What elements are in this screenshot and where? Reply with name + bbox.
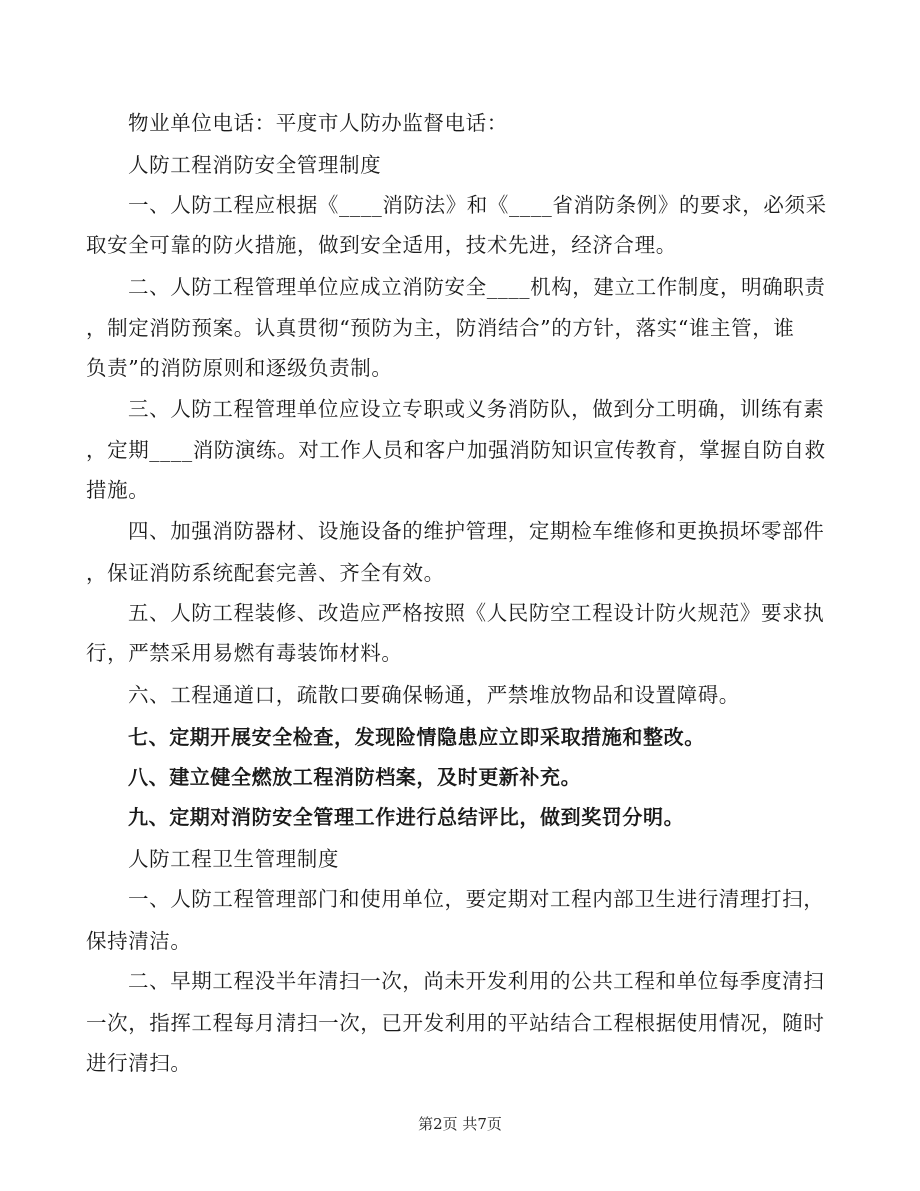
text-line: ，保证消防系统配套完善、齐全有效。 [86, 561, 445, 585]
text-line: 三、人防工程管理单位应设立专职或义务消防队，做到分工明确，训练有素 [128, 397, 825, 421]
text-line: 五、人防工程装修、改造应严格按照《人民防空工程设计防火规范》要求执 [128, 601, 825, 625]
page-number: 第2页 共7页 [418, 1115, 502, 1133]
text-line: ，定期____消防演练。对工作人员和客户加强消防知识宣传教育，掌握自防自救 [86, 438, 826, 462]
text-line: 二、人防工程管理单位应成立消防安全____机构，建立工作制度，明确职责 [128, 275, 826, 299]
text-line: 一、人防工程管理部门和使用单位，要定期对工程内部卫生进行清理打扫， [128, 887, 825, 911]
text-line: 物业单位电话：平度市人防办监督电话： [128, 111, 508, 135]
text-line-bold: 八、建立健全燃放工程消防档案，及时更新补充。 [128, 765, 582, 789]
text-line: 保持清洁。 [86, 929, 192, 953]
text-line: 负责”的消防原则和逐级负责制。 [86, 356, 393, 380]
text-line: 取安全可靠的防火措施，做到安全适用，技术先进，经济合理。 [86, 233, 677, 257]
text-line: 二、早期工程没半年清扫一次，尚未开发利用的公共工程和单位每季度清扫 [128, 969, 825, 993]
text-line: ，制定消防预案。认真贯彻“预防为主，防消结合”的方针，落实“谁主管，谁 [86, 316, 795, 340]
text-line: 六、工程通道口，疏散口要确保畅通，严禁堆放物品和设置障碍。 [128, 683, 740, 707]
section-heading: 人防工程卫生管理制度 [128, 847, 339, 871]
text-line: 一次，指挥工程每月清扫一次，已开发利用的平站结合工程根据使用情况，随时 [86, 1011, 825, 1035]
text-line-bold: 九、定期对消防安全管理工作进行总结评比，做到奖罚分明。 [128, 805, 685, 829]
text-line: 进行清扫。 [86, 1051, 192, 1075]
text-line: 措施。 [86, 478, 150, 502]
text-line: 四、加强消防器材、设施设备的维护管理，定期检车维修和更换损坏零部件 [128, 519, 825, 543]
section-heading: 人防工程消防安全管理制度 [128, 153, 382, 177]
text-line: 行，严禁采用易燃有毒装饰材料。 [86, 641, 403, 665]
text-line-bold: 七、定期开展安全检查，发现险情隐患应立即采取措施和整改。 [128, 725, 705, 749]
text-line: 一、人防工程应根据《____消防法》和《____省消防条例》的要求，必须采 [128, 193, 827, 217]
